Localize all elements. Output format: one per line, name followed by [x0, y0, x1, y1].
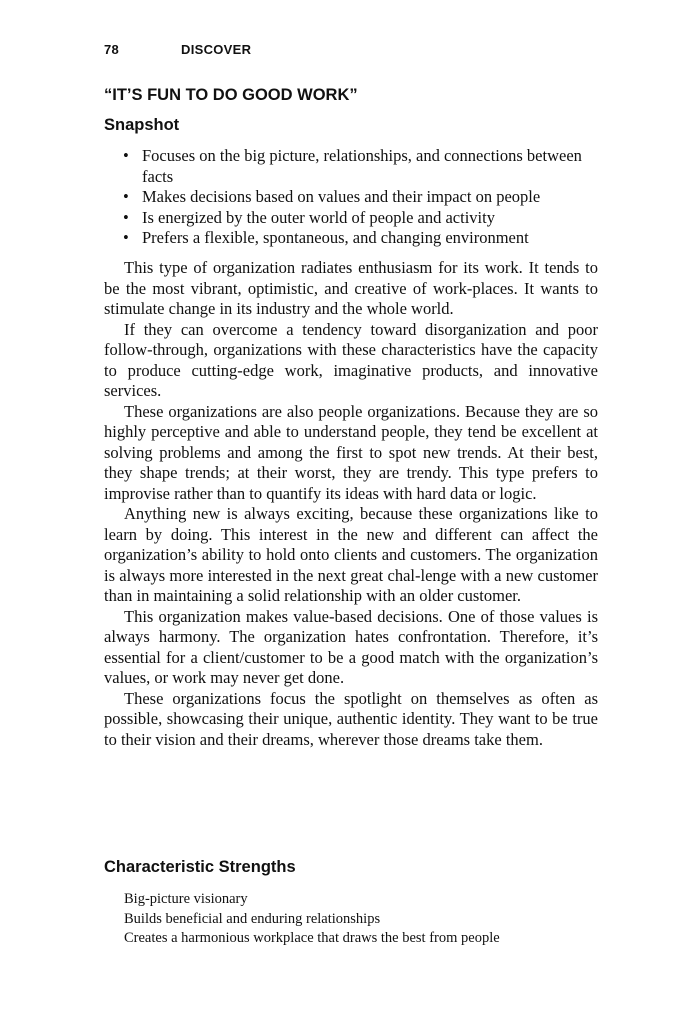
paragraph: These organizations focus the spotlight on themselves as often as possible, showcasing their unique, authentic identity. They want to be true to their vision and their dreams, wherever those dreams take them.: [104, 688, 598, 749]
body-text: [104, 258, 598, 750]
snapshot-item-text: Is energized by the outer world of people and activity: [142, 207, 495, 227]
chapter-title: “IT’S FUN TO DO GOOD WORK”: [104, 86, 358, 104]
snapshot-item: [104, 146, 598, 187]
snapshot-item-text: Makes decisions based on values and their impact on people: [142, 187, 541, 206]
strengths-list: [124, 890, 598, 949]
paragraph: This organization makes value-based decisions. One of those values is always harmony. The organization hates confrontation. Therefore, it’s essential for a client/customer to be a good match with the organization’s values, or work may never get done.: [104, 606, 598, 687]
bullet-icon: •: [123, 207, 129, 227]
strength-item: Creates a harmonious workplace that draws the best from people: [124, 930, 500, 946]
snapshot-item-text: Focuses on the big picture, relationships, and connections between facts: [142, 146, 582, 186]
paragraph: These organizations are also people organizations. Because they are so highly perceptive and able to understand people, they tend be excellent at solving problems and among the first to spot new trends. At their best, they shape trends; at their worst, they are trendy. This type prefers to improvise rather than to quantify its ideas with hard data or logic.: [104, 401, 598, 503]
running-head-section: DISCOVER: [181, 42, 252, 57]
snapshot-item: [104, 208, 598, 229]
page-number: 78: [104, 42, 120, 57]
bullet-icon: •: [123, 228, 129, 247]
snapshot-heading: Snapshot: [104, 116, 180, 134]
strength-item: Big-picture visionary: [124, 891, 248, 907]
snapshot-item-text: Prefers a flexible, spontaneous, and changing environment: [142, 228, 529, 247]
snapshot-item: [104, 187, 598, 208]
snapshot-item: [104, 228, 598, 249]
bullet-icon: •: [123, 146, 129, 165]
strengths-heading: Characteristic Strengths: [104, 858, 296, 876]
paragraph: If they can overcome a tendency toward disorganization and poor follow-through, organizations with these characteristics have the capacity to produce cutting-edge work, imaginative products, and innovative services.: [104, 319, 598, 400]
bullet-icon: •: [123, 187, 129, 206]
paragraph: This type of organization radiates enthusiasm for its work. It tends to be the most vibrant, optimistic, and creative of work-places. It wants to stimulate change in its industry and the whole world.: [104, 258, 598, 318]
paragraph: Anything new is always exciting, because these organizations like to learn by doing. This interest in the new and different can affect the organization’s ability to hold onto clients and customers. The organization is always more interested in the next great chal-lenge with a new customer than in maintaining a solid relationship with an older customer.: [104, 504, 598, 605]
strength-item: Builds beneficial and enduring relationships: [124, 910, 381, 927]
snapshot-list: [104, 146, 598, 249]
